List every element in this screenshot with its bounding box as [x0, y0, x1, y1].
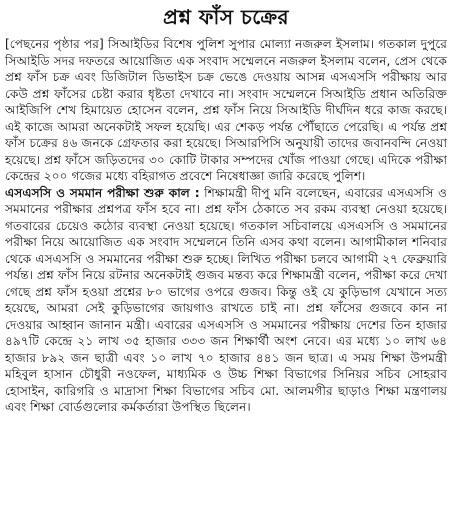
article-paragraph-2: [5, 185, 447, 416]
paragraph-2-text: শিক্ষামন্ত্রী দীপু মনি বলেছেন, এবারের এসএসসি ও সমমানের পরীক্ষার প্রশ্নপত্র ফাঁস হবে না। প্রশ্ন ফাঁস ঠেকাতে সব রকম ব্যবস্থা নেওয়া হয়েছে। গতবারের চেয়েও কঠোর ব্যবস্থা নেওয়া হয়েছে। গতকাল সচিবালয়ে এসএসসি ও সমমানের পরীক্ষা নিয়ে আয়োজিত এক সংবাদ সম্মেলনে তিনি এসব কথা বলেন। আগামীকাল শনিবার থেকে এসএসসি ও সমমানের পরীক্ষা শুরু হচ্ছে। লিখিত পরীক্ষা চলবে আগামী ২৭ ফেব্রুয়ারি পর্যন্ত। প্রশ্ন ফাঁস নিয়ে রটনার অনেকটাই গুজব মন্তব্য করে শিক্ষামন্ত্রী বলেন, পরীক্ষা করে দেখা গেছে প্রশ্ন ফাঁস হওয়া প্রশ্নের ৮০ ভাগের ওপরে গুজব। কিন্তু ওই যে কুড়িভাগ যেখানে সত্য হয়েছে, আমরা সেই কুড়িভাগের জায়গাও রাখতে চাই না। প্রশ্ন ফাঁসের গুজবে কান না দেওয়ার আহ্বান জানান মন্ত্রী। এবারের এসএসসি ও সমমানের পরীক্ষায় দেশের তিন হাজার ৪৯৭টি কেন্দ্রে ২১ লাখ ৩৫ হাজার ৩৩৩ জন শিক্ষার্থী অংশ নেবে। এর মধ্যে ১০ লাখ ৬৪ হাজার ৮৯২ জন ছাত্রী এবং ১০ লাখ ৭০ হাজার ৪৪১ জন ছাত্র। এ সময় শিক্ষা উপমন্ত্রী মহিবুল হাসান চৌধুরী নওফেল, মাধ্যমিক ও উচ্চ শিক্ষা বিভাগের সিনিয়র সচিব সোহরাব হোসাইন, কারিগরি ও মাদ্রাসা শিক্ষা বিভাগের সচিব মো. আলমগীর ছাড়াও শিক্ষা মন্ত্রণালয় এবং শিক্ষা বোর্ডগুলোর কর্মকর্তারা উপস্থিত ছিলেন।: [5, 185, 448, 414]
continuation-tag: [পেছনের পৃষ্ঠার পর]: [5, 37, 104, 51]
section-subhead: এসএসসি ও সমমান পরীক্ষা শুরু কাল :: [5, 185, 200, 200]
paragraph-1-text: সিআইডির বিশেষ পুলিশ সুপার মোল্যা নজরুল ইসলাম। গতকাল দুপুরে সিআইডি সদর দফতরে আয়োজিত এক সংবাদ সম্মেলনে নজরুল ইসলাম বলেন, প্রেস থেকে প্রশ্ন ফাঁস চক্র এবং ডিজিটাল ডিভাইস চক্র ভেঙে দেওয়ায় আসন্ন এসএসসি পরীক্ষায় আর কেউ প্রশ্ন ফাঁসের চেষ্টা করার ধৃষ্টতা দেখাবে না। সংবাদ সম্মেলনে সিআইডি প্রধান অতিরিক্ত আইজিপি শেখ হিমায়েত হোসেন বলেন, প্রশ্ন ফাঁস নিয়ে সিআইডি দীর্ঘদিন ধরে কাজ করছে। এই কাজে আমরা অনেকটাই সফল হয়েছি। এর শেকড় পর্যন্ত পৌঁছাতে পেরেছি। এ পর্যন্ত প্রশ্ন ফাঁস চক্রের ৪৬ জনকে গ্রেফতার করা হয়েছে। সিআরপিসি অনুযায়ী তাদের জবানবন্দি নেওয়া হয়েছে। প্রশ্ন ফাঁসে জড়িতদের ৩০ কোটি টাকার সম্পদের খোঁজ পাওয়া গেছে। এদিকে পরীক্ষা কেন্দ্রের ২০০ গজের মধ্যে বহিরাগত প্রবেশে নিষেধাজ্ঞা জারি করেছে পুলিশ।: [5, 37, 447, 183]
article-body: [5, 36, 447, 416]
article-headline: প্রশ্ন ফাঁস চক্রের: [162, 5, 290, 29]
article-paragraph-1: [5, 36, 447, 185]
